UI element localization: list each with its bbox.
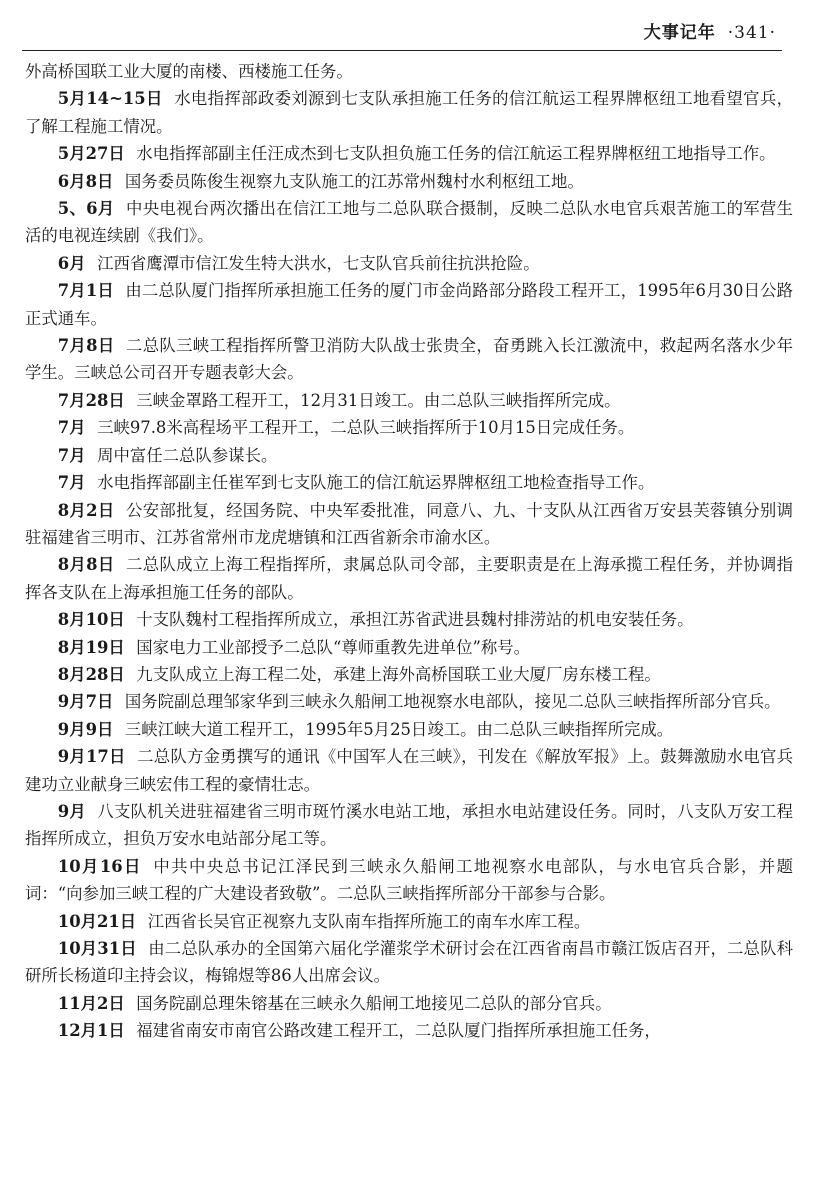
chronicle-entry [25,497,793,552]
entry-date: 8月8日 [57,555,115,575]
entry-date: 7月8日 [57,336,115,356]
running-header [644,18,776,43]
entry-date: 12月1日 [57,1021,125,1041]
chronicle-entry [25,935,793,990]
chronicle-entry [25,716,793,743]
chronicle-body [25,58,793,1045]
continuation-paragraph: 外高桥国联工业大厦的南楼、西楼施工任务。 [25,62,353,81]
entry-text: 三峡97.8米高程场平工程开工，二总队三峡指挥所于10月15日完成任务。 [97,418,635,438]
entry-date: 10月16日 [57,856,142,876]
chronicle-entry [25,140,793,167]
chronicle-entry [25,661,793,688]
entry-date: 5月14~15日 [57,89,163,109]
chronicle-entry [25,798,793,853]
chronicle-entry [25,277,793,332]
entry-text: 国务院副总理邹家华到三峡永久船闸工地视察水电部队，接见二总队三峡指挥所部分官兵。 [124,692,781,712]
entry-text: 三峡金罩路工程开工，12月31日竣工。由二总队三峡指挥所完成。 [136,390,621,410]
chronicle-entry [25,442,793,469]
chronicle-entry [25,990,793,1017]
chronicle-entry [25,85,793,140]
entry-text: 九支队成立上海工程二处，承建上海外高桥国联工业大厦厂房东楼工程。 [136,664,661,684]
entry-date: 8月10日 [57,610,125,630]
entry-date: 7月 [57,445,86,465]
entry-date: 10月21日 [57,911,137,931]
chronicle-entry [25,634,793,661]
entry-date: 9月 [57,801,86,821]
entry-date: 7月 [57,418,86,438]
entry-date: 8月19日 [57,637,125,657]
entry-date: 10月31日 [57,939,137,958]
entry-text: 二总队三峡工程指挥所警卫消防大队战士张贵全，奋勇跳入长江激流中，救起两名落水少年学生。三峡总公司召开专题表彰大会。 [25,336,794,383]
entry-text: 国务委员陈俊生视察九支队施工的江苏常州魏村水利枢纽工地。 [124,171,584,191]
page-number: ·341· [727,23,776,43]
entry-date: 11月2日 [57,993,125,1013]
chronicle-entry [25,250,793,277]
entry-text: 水电指挥部政委刘源到七支队承担施工任务的信江航运工程界牌枢纽工地看望官兵，了解工程施工情况。 [25,89,793,136]
entry-text: 由二总队承办的全国第六届化学灌浆学术研讨会在江西省南昌市赣江饭店召开，二总队科研所长杨道印主持会议，梅锦煜等86人出席会议。 [25,939,793,986]
section-title: 大事记年 [643,23,716,43]
chronicle-entry [25,908,793,935]
entry-date: 8月2日 [57,500,115,520]
entry-text: 江西省长吴官正视察九支队南车指挥所施工的南车水库工程。 [147,911,591,931]
entry-date: 9月7日 [57,692,114,712]
chronicle-entry [25,414,793,441]
entry-text: 八支队机关进驻福建省三明市斑竹溪水电站工地，承担水电站建设任务。同时，八支队万安工程指挥所成立，担负万安水电站部分尾工等。 [25,801,794,849]
chronicle-entry [25,1017,793,1044]
entry-date: 6月8日 [57,171,114,191]
entry-list [25,85,793,1044]
entry-text: 由二总队厦门指挥所承担施工任务的厦门市金尚路部分路段工程开工，1995年6月30日公路正式通车。 [25,281,793,328]
entry-text: 周中富任二总队参谋长。 [97,445,278,465]
chronicle-entry [25,168,793,195]
chronicle-entry [25,853,793,908]
entry-date: 5月27日 [57,144,125,164]
entry-date: 6月 [57,253,86,273]
entry-text: 江西省鹰潭市信江发生特大洪水，七支队官兵前往抗洪抢险。 [97,253,540,273]
entry-text: 公安部批复，经国务院、中央军委批准，同意八、九、十支队从江西省万安县芙蓉镇分别调驻福建省三明市、江苏省常州市龙虎塘镇和江西省新余市渝水区。 [25,500,794,547]
entry-text: 三峡江峡大道工程开工，1995年5月25日竣工。由二总队三峡指挥所完成。 [124,719,674,739]
entry-text: 水电指挥部副主任汪成杰到七支队担负施工任务的信江航运工程界牌枢纽工地指导工作。 [136,144,776,164]
chronicle-entry [25,469,793,496]
chronicle-entry [25,606,793,633]
entry-date: 7月28日 [57,390,125,410]
entry-date: 8月28日 [57,664,125,684]
chronicle-entry [25,688,793,715]
entry-text: 十支队魏村工程指挥所成立，承担江苏省武进县魏村排涝站的机电安装任务。 [136,610,694,630]
entry-text: 二总队成立上海工程指挥所，隶属总队司令部，主要职责是在上海承揽工程任务，并协调指挥各支队在上海承担施工任务的部队。 [25,555,794,602]
entry-date: 9月17日 [57,747,126,767]
entry-text: 水电指挥部副主任崔军到七支队施工的信江航运界牌枢纽工地检查指导工作。 [97,473,655,493]
entry-date: 7月1日 [57,281,114,301]
chronicle-entry [25,332,793,387]
header-rule [22,50,782,51]
chronicle-entry [25,387,793,414]
entry-date: 7月 [57,473,86,493]
entry-text: 福建省南安市南官公路改建工程开工，二总队厦门指挥所承担施工任务， [136,1021,661,1041]
entry-text: 中央电视台两次播出在信江工地与二总队联合摄制，反映二总队水电官兵艰苦施工的军营生活的电视连续剧《我们》。 [25,199,794,246]
entry-text: 国务院副总理朱镕基在三峡永久船闸工地接见二总队的部分官兵。 [136,993,612,1013]
chronicle-entry [25,743,793,798]
entry-text: 国家电力工业部授予二总队“尊师重教先进单位”称号。 [136,637,531,657]
entry-date: 5、6月 [57,199,115,219]
entry-text: 中共中央总书记江泽民到三峡永久船闸工地视察水电部队，与水电官兵合影，并题词：“向参加三峡工程的广大建设者致敬”。二总队三峡指挥所部分干部参与合影。 [25,856,794,904]
entry-date: 9月9日 [57,719,114,739]
entry-text: 二总队方金勇撰写的通讯《中国军人在三峡》，刊发在《解放军报》上。鼓舞激励水电官兵建功立业献身三峡宏伟工程的豪情壮志。 [25,747,793,794]
chronicle-entry [25,551,793,606]
chronicle-entry [25,195,793,250]
